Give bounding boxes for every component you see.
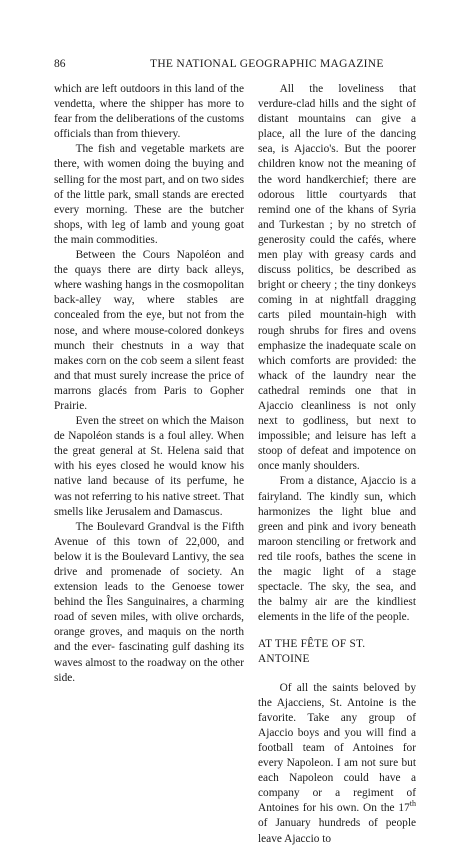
page-number: 86 bbox=[54, 58, 66, 70]
section-heading: AT THE FÊTE OF ST. ANTOINE bbox=[258, 638, 366, 666]
ordinal-suffix: th bbox=[409, 799, 416, 809]
right-column bbox=[258, 82, 416, 847]
paragraph: All the loveliness that verdure-clad hills and the sight of distant mountains can give a place, all the lure of the dancing sea, is Ajaccio's. But the poorer children know not the meaning of the word handkerchief; there are odorous little courtyards that remind one of the khans of Syria and Turkestan ; by no stretch of generosity could the cafés, where men play with greasy cards and discuss politics, be described as bright or cheery ; the tiny donkeys coming in at nightfall dragging carts piled mountain-high with rough shrubs for fires and ovens emphasize the inadequate scale on which comforts are provided: the whack of the laundry near the cathedral reminds one that in Ajaccio cleanliness is not only next to godliness, but next to impossible; and leisure has left a stoop of defeat and impotence on once manly shoulders. bbox=[258, 83, 416, 473]
paragraph: Even the street on which the Maison de Napoléon stands is a foul alley. When the great general at St. Helena said that with his eyes closed he would know his native land because of its perfume, he was not referring to his native street. That smells like Jerusalem and Damascus. bbox=[54, 415, 244, 518]
running-head: THE NATIONAL GEOGRAPHIC MAGAZINE bbox=[150, 58, 384, 70]
paragraph: The Boulevard Grandval is the Fifth Avenue of this town of 22,000, and below it is the Boulevard Lantivy, the sea drive and promenade of society. An extension leads to the Genoese tower behind the Îles Sanguinaires, a charming road of seven miles, with olive orchards, orange groves, and maquis on the north and the ever- fascinating gulf dashing its waves almost to the roadway on the other side. bbox=[54, 520, 244, 684]
paragraph: The fish and vegetable markets are there, with women doing the buying and selling for the most part, and on two sides of the little park, small stands are erected every morning. These are the butcher shops, with leg of lamb and young goat the main commodities. bbox=[54, 143, 244, 246]
paragraph: which are left outdoors in this land of the vendetta, where the shipper has more to fear from the deliberations of the customs officials than from thievery. bbox=[54, 83, 244, 141]
paragraph: Between the Cours Napoléon and the quays there are dirty back alleys, where washing hangs in the cosmopolitan back-alley way, where stables are concealed from the eye, but not from the nose, and where mouse-colored donkeys munch their chestnuts in a way that makes corn on the cob seem a silent feast and that must surely increase the price of marrons glacés from Paris to Gopher Prairie. bbox=[54, 249, 244, 412]
paragraph bbox=[258, 681, 416, 847]
paragraph-text: of January hundreds of people leave Ajaccio to bbox=[258, 817, 416, 845]
left-column bbox=[54, 82, 244, 686]
paragraph-text: Of all the saints beloved by the Ajacciens, St. Antoine is the favorite. Take any group of Ajaccio boys and you will find a football team of Antoines for every Napoleon. I am not sure but each Napoleon could have a company or a regiment of Antoines for his own. On the 17 bbox=[258, 681, 416, 815]
paragraph: From a distance, Ajaccio is a fairyland. The kindly sun, which harmonizes the light blue and green and pink and ivory beneath maroon stenciling or fretwork and red tile roofs, bathes the scene in the magic light of a stage spectacle. The sky, the sea, and the balmy air are the kindliest elements in the life of the people. bbox=[258, 475, 416, 624]
